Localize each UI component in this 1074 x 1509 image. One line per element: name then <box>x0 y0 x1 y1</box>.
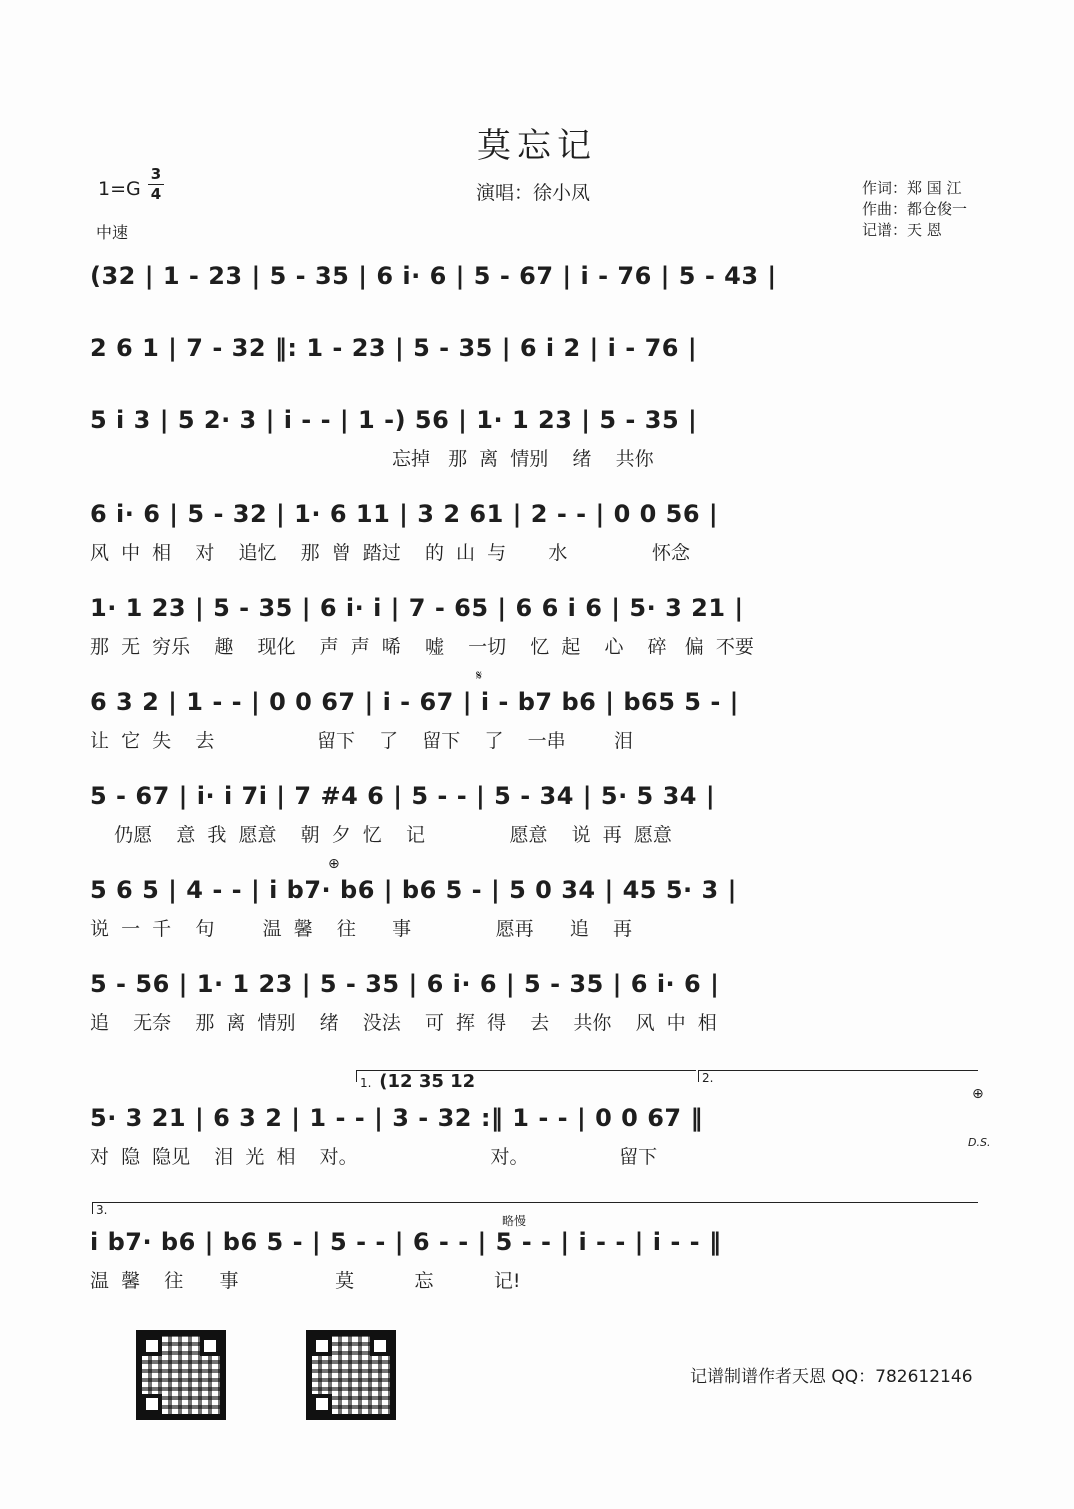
volta-bracket-1 <box>356 1070 696 1092</box>
tempo-change: 略慢 <box>502 1214 527 1228</box>
lyrics: 对 隐 隐见 泪 光 相 对。 对。 留下 <box>90 1146 658 1168</box>
segno-sign: 𝄋 <box>476 668 483 684</box>
lyricist: 作词：郑 国 江 <box>862 179 962 197</box>
lyrics: 仍愿 意 我 愿意 朝 夕 忆 记 愿意 说 再 愿意 <box>90 824 672 846</box>
coda-sign-end: ⊕ <box>972 1086 984 1102</box>
lyrics: 追 无奈 那 离 情别 绪 没法 可 挥 得 去 共你 风 中 相 <box>90 1012 717 1034</box>
credits <box>862 178 967 241</box>
lyrics: 忘掉 那 离 情别 绪 共你 <box>90 448 654 470</box>
time-signature-bottom: 4 <box>150 185 162 203</box>
qr-code-icon <box>136 1330 226 1420</box>
score-line <box>90 688 980 752</box>
footer-credit: 记谱制谱作者天恩 QQ：782612146 <box>690 1367 973 1387</box>
volta-number: 2. <box>702 1071 714 1085</box>
score-line <box>90 970 980 1034</box>
composer: 作曲：都仓俊一 <box>862 200 968 218</box>
score-line <box>90 876 980 940</box>
time-signature <box>148 166 164 203</box>
coda-sign: ⊕ <box>328 856 340 872</box>
score-line <box>90 782 980 846</box>
score-line <box>90 334 980 394</box>
key-signature: 1=G <box>98 178 141 200</box>
volta-bracket-2 <box>698 1070 978 1085</box>
volta-number: 3. <box>96 1203 108 1217</box>
lyrics: 那 无 穷乐 趣 现化 声 声 唏 嘘 一切 忆 起 心 碎 偏 不要 <box>90 636 754 658</box>
notes: 6 3 2 | 1 - - | 0 0 67 | i - 67 | i - b7 b6 | b65 5 - | <box>90 688 739 716</box>
notes: 5 6 5 | 4 - - | i b7· b6 | b6 5 - | 5 0 34 | 45 5· 3 | <box>90 876 737 904</box>
notes: 5 - 67 | i· i 7i | 7 #4 6 | 5 - - | 5 - 34 | 5· 5 34 | <box>90 782 716 810</box>
score-line <box>90 1104 980 1168</box>
notes: 1· 1 23 | 5 - 35 | 6 i· i | 7 - 65 | 6 6 i 6 | 5· 3 21 | <box>90 594 744 622</box>
notes: 5 i 3 | 5 2· 3 | i - - | 1 -) 56 | 1· 1 23 | 5 - 35 | <box>90 406 698 434</box>
notes: 6 i· 6 | 5 - 32 | 1· 6 11 | 3 2 61 | 2 - - | 0 0 56 | <box>90 500 719 528</box>
score-line <box>90 500 980 564</box>
notes: i b7· b6 | b6 5 - | 5 - - | 6 - - | 5 - - | i - - | i - - ‖ <box>90 1228 722 1256</box>
notes: (32 | 1 - 23 | 5 - 35 | 6 i· 6 | 5 - 67 | i - 76 | 5 - 43 | <box>90 262 777 290</box>
time-signature-top: 3 <box>150 165 162 183</box>
qr-code-icon <box>306 1330 396 1420</box>
lyrics: 温 馨 往 事 莫 忘 记! <box>90 1270 521 1292</box>
transcriber: 记谱：天 恩 <box>862 221 942 239</box>
lyrics: 风 中 相 对 追忆 那 曾 踏过 的 山 与 水 怀念 <box>90 542 690 564</box>
ds-marking: D.S. <box>968 1136 991 1149</box>
tempo-marking: 中速 <box>96 223 129 242</box>
score-line <box>90 594 980 658</box>
song-title: 莫忘记 <box>477 126 597 166</box>
volta-notes: (12 35 12 <box>379 1071 476 1092</box>
volta-number: 1. <box>360 1076 372 1090</box>
singer: 演唱：徐小凤 <box>476 182 591 204</box>
lyrics: 让 它 失 去 留下 了 留下 了 一串 泪 <box>90 730 633 752</box>
lyrics: 说 一 千 句 温 馨 往 事 愿再 追 再 <box>90 918 633 940</box>
notes: 5· 3 21 | 6 3 2 | 1 - - | 3 - 32 :‖ 1 - - | 0 0 67 ‖ <box>90 1104 703 1132</box>
notes: 5 - 56 | 1· 1 23 | 5 - 35 | 6 i· 6 | 5 - 35 | 6 i· 6 | <box>90 970 720 998</box>
score-line <box>90 406 980 470</box>
notes: 2 6 1 | 7 - 32 ‖: 1 - 23 | 5 - 35 | 6 i 2 | i - 76 | <box>90 334 698 362</box>
score-line <box>90 262 980 322</box>
volta-bracket-3 <box>92 1202 978 1217</box>
score-line <box>90 1228 980 1292</box>
